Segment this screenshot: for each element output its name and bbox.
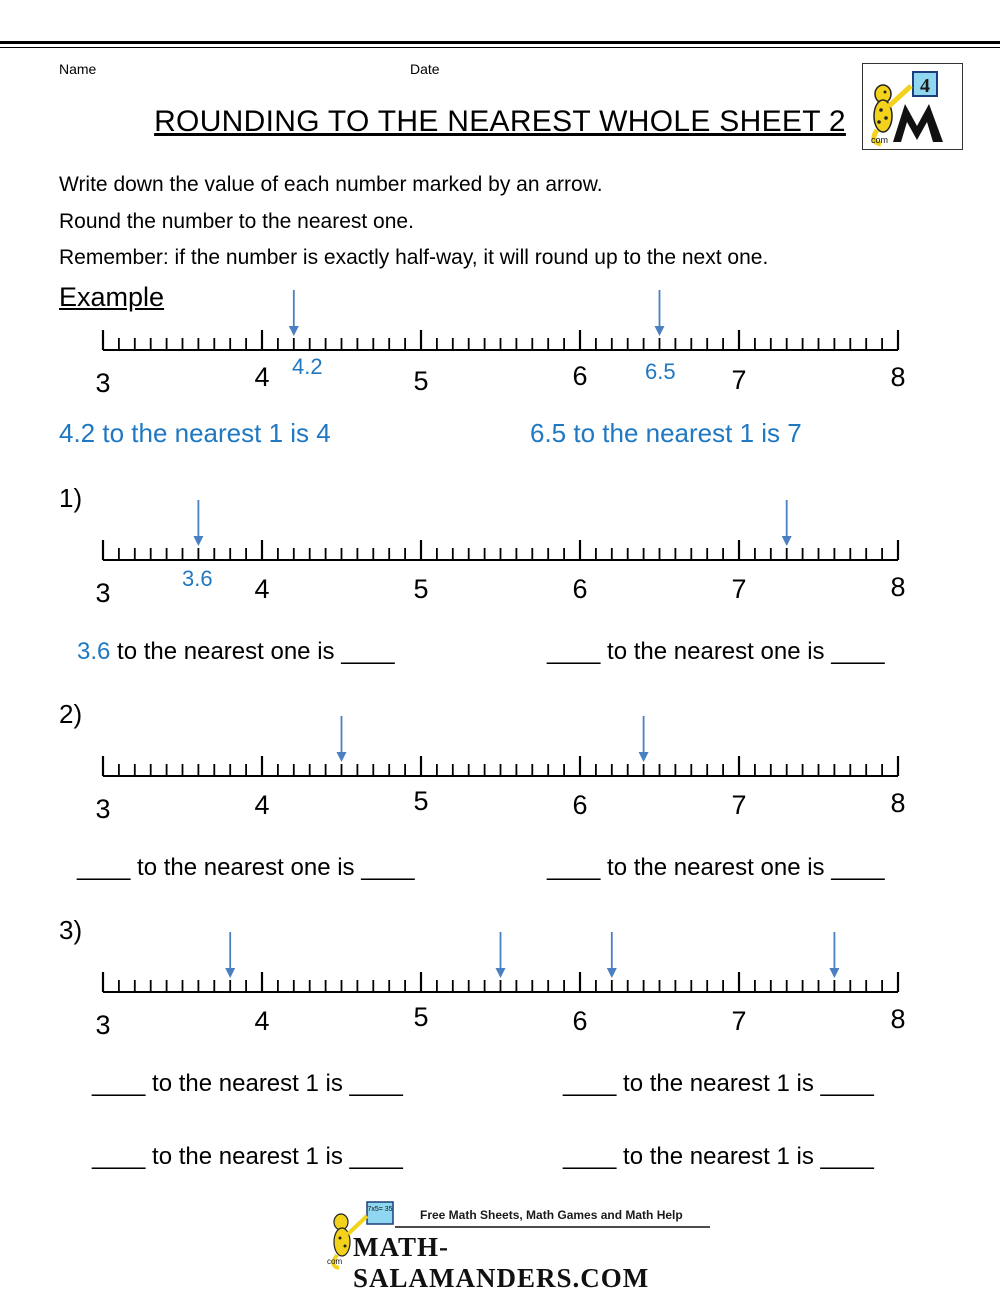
- logo-grade: 4: [920, 75, 930, 97]
- question-3-number-line: [0, 922, 1000, 1042]
- tick-label: 3: [95, 578, 111, 608]
- tick-label: 8: [890, 788, 906, 818]
- example-arrow-label-1: 4.2: [292, 354, 323, 379]
- question-2-number: 2): [59, 699, 83, 729]
- salamander-logo-icon: [862, 63, 963, 150]
- tick-label: 3: [95, 794, 111, 824]
- tick-label: 7: [731, 790, 747, 820]
- tick-label: 3: [95, 1010, 111, 1040]
- arrow-head: [337, 752, 347, 762]
- header-rule: [0, 41, 1000, 44]
- name-label: Name: [59, 61, 97, 77]
- arrow-head: [289, 326, 299, 336]
- arrow-head: [829, 968, 839, 978]
- arrow-head: [655, 326, 665, 336]
- tick-label: 4: [254, 362, 270, 392]
- instruction-1: Write down the value of each number marked by an arrow.: [59, 173, 603, 196]
- question-1-number: 1): [59, 483, 83, 513]
- footer-logo-corner: com: [327, 1257, 343, 1266]
- arrow-head: [193, 536, 203, 546]
- svg-text:com: com: [871, 135, 889, 145]
- question-3-answer-4: ____ to the nearest 1 is ____: [563, 1143, 874, 1170]
- example-answer-1: 4.2 to the nearest 1 is 4: [59, 418, 331, 448]
- arrow-head: [225, 968, 235, 978]
- tick-label: 4: [254, 790, 270, 820]
- tick-label: 6: [572, 1006, 588, 1036]
- tick-label: 5: [413, 366, 429, 396]
- tick-label: 7: [731, 574, 747, 604]
- tick-label: 6: [572, 790, 588, 820]
- tick-label: 5: [413, 574, 429, 604]
- tick-label: 6: [572, 574, 588, 604]
- example-number-line: [0, 280, 1000, 400]
- arrow-head: [607, 968, 617, 978]
- tick-label: 6: [572, 361, 588, 391]
- footer-logo: [325, 1200, 715, 1293]
- question-2-answer-1: ____ to the nearest one is ____: [77, 854, 415, 881]
- instruction-3: Remember: if the number is exactly half-way, it will round up to the next one.: [59, 246, 769, 269]
- date-label: Date: [410, 61, 440, 77]
- tick-label: 7: [731, 365, 747, 395]
- page-title: ROUNDING TO THE NEAREST WHOLE SHEET 2: [154, 105, 846, 138]
- question-2-answer-2: ____ to the nearest one is ____: [547, 854, 885, 881]
- tick-label: 8: [890, 1004, 906, 1034]
- question-1-arrow-label: 3.6: [182, 566, 213, 591]
- tick-label: 5: [413, 786, 429, 816]
- tick-label: 8: [890, 362, 906, 392]
- arrow-head: [496, 968, 506, 978]
- question-2-number-line: [0, 706, 1000, 826]
- tick-label: 5: [413, 1002, 429, 1032]
- question-1-answer-1: [77, 638, 395, 666]
- question-3-number: 3): [59, 915, 83, 945]
- tick-label: 4: [254, 1006, 270, 1036]
- tick-label: 3: [95, 368, 111, 398]
- example-answer-2: 6.5 to the nearest 1 is 7: [530, 418, 802, 448]
- question-1-number-line: [0, 490, 1000, 610]
- arrow-head: [639, 752, 649, 762]
- footer-tagline: Free Math Sheets, Math Games and Math Help: [420, 1208, 683, 1222]
- question-1-answer-2: ____ to the nearest one is ____: [547, 638, 885, 665]
- question-1-answer-1-value: 3.6: [77, 638, 111, 665]
- example-arrow-label-2: 6.5: [645, 359, 676, 384]
- footer-brand: MATH-SALAMANDERS.COM: [353, 1232, 650, 1293]
- footer-logo-equation: 7x5= 35: [367, 1206, 393, 1213]
- header-rule-thin: [0, 47, 1000, 48]
- example-label: Example: [59, 282, 165, 312]
- question-3-answer-3: ____ to the nearest 1 is ____: [92, 1143, 403, 1170]
- question-3-answer-2: ____ to the nearest 1 is ____: [563, 1070, 874, 1097]
- arrow-head: [782, 536, 792, 546]
- tick-label: 7: [731, 1006, 747, 1036]
- tick-label: 8: [890, 572, 906, 602]
- tick-label: 4: [254, 574, 270, 604]
- question-3-answer-1: ____ to the nearest 1 is ____: [92, 1070, 403, 1097]
- instruction-2: Round the number to the nearest one.: [59, 210, 414, 233]
- question-1-answer-1-text: to the nearest one is ____: [110, 638, 395, 665]
